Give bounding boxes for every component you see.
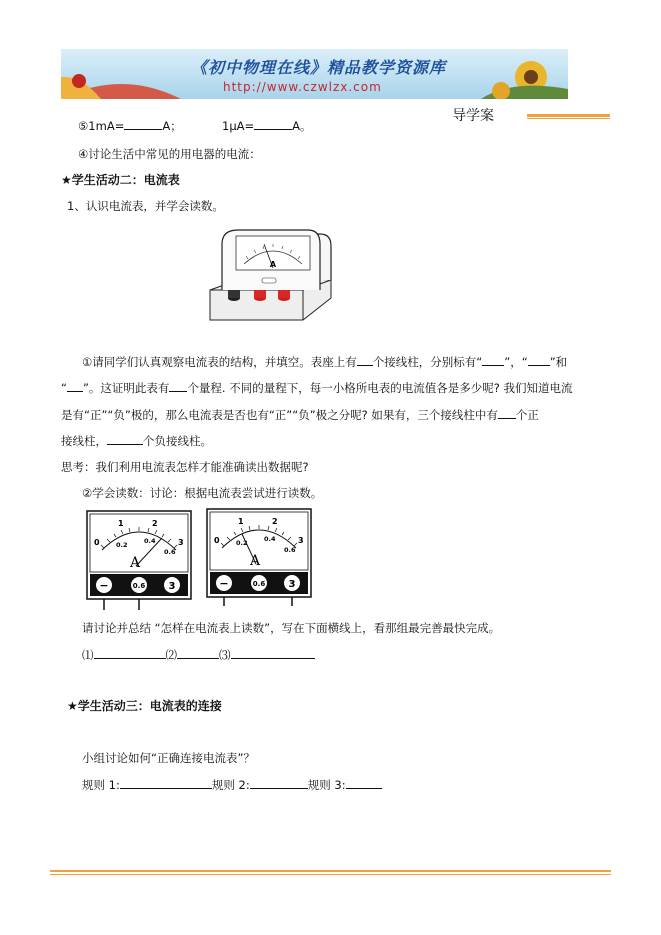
item-4: ④讨论生活中常见的用电器的电流： (78, 147, 261, 161)
activity2-step1: 1、认识电流表，并学会读数。 (67, 199, 224, 213)
unit-line (78, 118, 182, 134)
dial-left-terminal-neg: − (99, 579, 109, 592)
bottom-rule-thin (50, 874, 611, 875)
blank-terminal-count[interactable] (357, 355, 373, 366)
bottom-rule (50, 870, 611, 872)
blank-label-3[interactable] (67, 381, 83, 392)
think-question: 思考：我们利用电流表怎样才能准确读出数据呢? (61, 460, 309, 474)
para1-text-c: ”，“ (504, 355, 528, 369)
doc-tag: 导学案 (452, 108, 494, 124)
dial-right-sub-1: 0.2 (236, 539, 248, 547)
dial-left-tick-0: 0 (94, 538, 100, 547)
blank-label-2[interactable] (528, 355, 550, 366)
dial-left-tick-1: 1 (118, 519, 124, 528)
unit-ua-suffix: A。 (292, 119, 312, 133)
dial-right-sub-3: 0.6 (284, 546, 296, 554)
blank-ua[interactable] (254, 119, 292, 130)
dial-right-sub-2: 0.4 (264, 535, 276, 543)
para1-line1 (82, 354, 567, 370)
para1-text-b: 个接线柱，分别标有“ (372, 355, 483, 369)
dial-left-sub-2: 0.4 (144, 537, 156, 545)
blank-reading-2[interactable] (177, 648, 219, 659)
unit-ma-suffix: A； (162, 119, 182, 133)
ammeter-illustration (208, 228, 333, 323)
activity2-heading: ★学生活动二：电流表 (61, 173, 180, 187)
dial-left-sub-1: 0.2 (116, 541, 128, 549)
para1-line2 (61, 380, 573, 396)
top-rule-thin (527, 118, 610, 119)
blank-label-p2: ⑵ (165, 648, 177, 662)
dial-left-tick-3: 3 (178, 538, 184, 547)
top-rule (527, 114, 610, 117)
blank-label-1[interactable] (482, 355, 504, 366)
para1-text-j: 接线柱， (61, 434, 107, 448)
activity3-heading: ★学生活动三：电流表的连接 (67, 699, 222, 713)
para1-text-d: ”和 (549, 355, 568, 369)
rule-1-blank[interactable] (120, 778, 212, 789)
reading-blanks (82, 647, 315, 663)
header-banner (61, 49, 568, 99)
blank-range-count[interactable] (169, 381, 187, 392)
dial-left-sub-3: 0.6 (164, 548, 176, 556)
para1-text-i: 个正 (515, 408, 539, 422)
rules-line (82, 777, 382, 793)
para1-text-a: ①请同学们认真观察电流表的结构，并填空。表座上有 (82, 355, 357, 369)
dial-right-letter: A (250, 553, 261, 569)
para1-text-k: 个负接线柱。 (143, 434, 212, 448)
banner-title: 《初中物理在线》精品教学资源库 (191, 58, 447, 77)
blank-reading-3[interactable] (231, 648, 315, 659)
unit-ma-prefix: ⑤1mA= (78, 119, 125, 133)
dial-left-terminal-06: 0.6 (132, 582, 146, 590)
rule-2-label: 规则 2: (211, 778, 250, 792)
para1-text-e: “ (61, 381, 67, 395)
dial-right-terminal-06: 0.6 (252, 580, 266, 588)
dial-right (206, 508, 312, 606)
activity3-discuss: 小组讨论如何“正确连接电流表”？ (82, 751, 255, 765)
summary-prompt: 请讨论并总结 “怎样在电流表上读数”，写在下面横线上，看那组最完善最快完成。 (82, 621, 501, 635)
meter-letter: A (269, 260, 277, 269)
banner-url: http://www.czwlzx.com (223, 80, 382, 94)
dial-right-terminal-3: 3 (288, 579, 296, 590)
blank-positive-count[interactable] (498, 408, 516, 419)
dial-right-terminal-neg: − (219, 577, 229, 590)
blank-reading-1[interactable] (94, 648, 166, 659)
unit-ua-prefix: 1μA= (222, 119, 255, 133)
para1-line4 (61, 433, 212, 449)
blank-ma[interactable] (124, 119, 162, 130)
rule-3-blank[interactable] (346, 778, 382, 789)
para1-text-f: ”。这证明此表有 (82, 381, 170, 395)
rule-1-label: 规则 1: (82, 778, 120, 792)
dial-left-letter: A (130, 555, 141, 571)
blank-label-p1: ⑴ (82, 648, 94, 662)
dial-right-tick-3: 3 (298, 536, 304, 545)
dial-right-tick-0: 0 (214, 536, 220, 545)
dial-left-tick-2: 2 (152, 519, 158, 528)
para1-text-h: 是有“正”“负”极的，那么电流表是否也有“正”“负”极之分呢? 如果有，三个接线柱中有 (61, 408, 498, 422)
rule-3-label: 规则 3: (307, 778, 346, 792)
dial-left-terminal-3: 3 (168, 581, 176, 592)
activity2-step2: ②学会读数：讨论：根据电流表尝试进行读数。 (82, 486, 323, 500)
blank-label-p3: ⑶ (219, 648, 231, 662)
rule-2-blank[interactable] (250, 778, 308, 789)
dial-left (86, 510, 192, 610)
dial-right-tick-1: 1 (238, 517, 244, 526)
dial-right-tick-2: 2 (272, 517, 278, 526)
para1-text-g: 个量程. 不同的量程下，每一小格所电表的电流值各是多少呢? 我们知道电流 (187, 381, 573, 395)
unit-ua (222, 118, 312, 134)
blank-negative-count[interactable] (107, 434, 143, 445)
para1-line3 (61, 407, 539, 423)
